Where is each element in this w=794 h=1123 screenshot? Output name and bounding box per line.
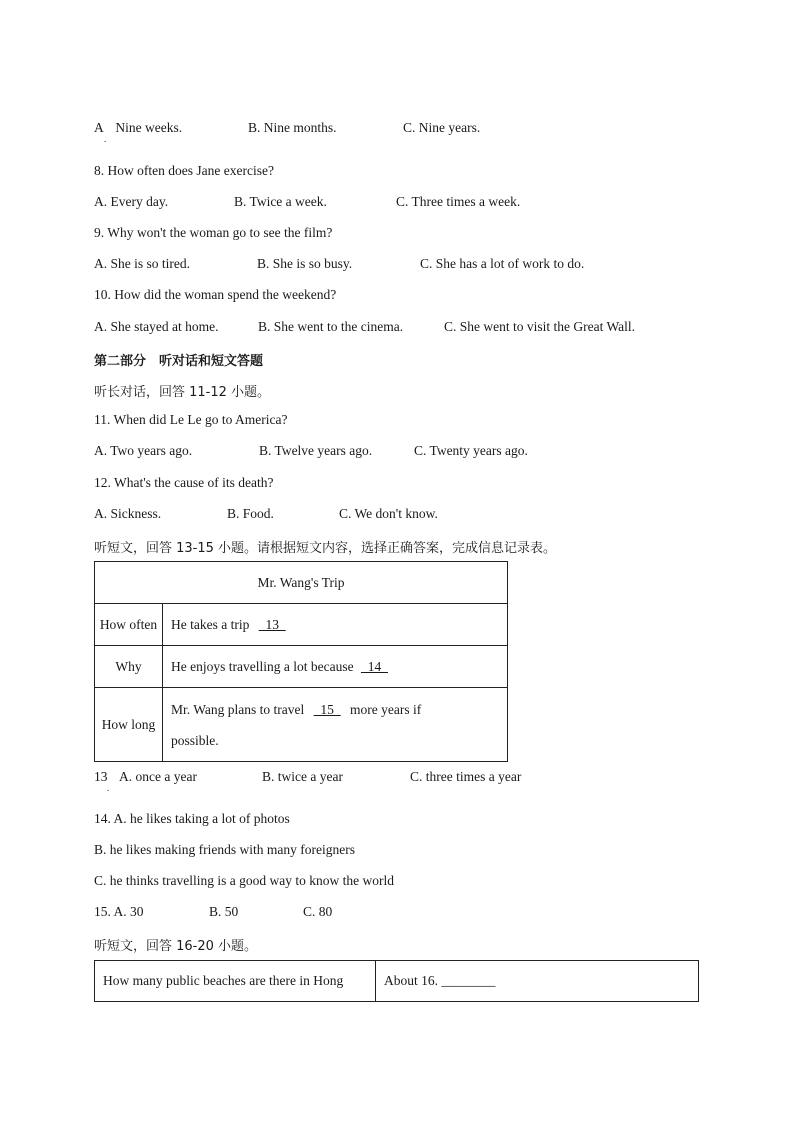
table-row (95, 688, 508, 762)
trip-record-table (94, 561, 508, 762)
beach-answer-cell[interactable]: About 16. ________ (376, 961, 699, 1002)
q11-option-b: B. Twelve years ago. (259, 443, 373, 458)
q12-option-c: C. We don't know. (339, 506, 438, 521)
row-label-how-often: How often (95, 604, 163, 646)
q15-option-b: B. 50 (209, 904, 239, 919)
blank-13[interactable]: 13 (258, 616, 286, 632)
trip-table-title: Mr. Wang's Trip (95, 562, 508, 604)
q8-option-a: A. Every day. (94, 194, 169, 209)
q7-option-a-label: A (94, 120, 104, 135)
q13-option-c: C. three times a year (410, 769, 522, 784)
instruction-16-20: 听短文，回答 16-20 小题。 (94, 939, 258, 954)
q8-option-b: B. Twice a week. (234, 194, 327, 209)
q8-text: 8. How often does Jane exercise? (94, 163, 274, 178)
q7-option-c: C. Nine years. (403, 120, 481, 135)
q9-option-a: A. She is so tired. (94, 256, 190, 271)
q10-option-c: C. She went to visit the Great Wall. (444, 319, 636, 334)
row-content-why (163, 646, 508, 688)
beach-question-cell: How many public beaches are there in Hong (95, 961, 376, 1002)
q7-option-a (94, 120, 182, 136)
q8-option-c: C. Three times a week. (396, 194, 521, 209)
q14-option-a: 14. A. he likes taking a lot of photos (94, 811, 290, 826)
dot-mark: . (104, 134, 107, 144)
q12-option-b: B. Food. (227, 506, 274, 521)
q11-option-c: C. Twenty years ago. (414, 443, 528, 458)
blank-15[interactable]: 15 (313, 701, 341, 717)
q14-option-b: B. he likes making friends with many foreigners (94, 842, 355, 857)
q10-option-b: B. She went to the cinema. (258, 319, 404, 334)
row-content-how-often (163, 604, 508, 646)
row-text: He enjoys travelling a lot because (171, 658, 354, 674)
q9-option-b: B. She is so busy. (257, 256, 353, 271)
table-row (95, 646, 508, 688)
row-text-after: more years if (350, 701, 422, 717)
q15-option-c: C. 80 (303, 904, 333, 919)
q14-option-c: C. he thinks travelling is a good way to know the world (94, 873, 394, 888)
section-2-title: 第二部分 听对话和短文答题 (94, 354, 264, 369)
q11-option-a: A. Two years ago. (94, 443, 193, 458)
table-row (95, 604, 508, 646)
q10-text: 10. How did the woman spend the weekend? (94, 287, 337, 302)
blank-14[interactable]: 14 (360, 658, 388, 674)
q11-text: 11. When did Le Le go to America? (94, 412, 288, 427)
trip-table-title-row (95, 562, 508, 604)
q13-option-b: B. twice a year (262, 769, 343, 784)
q7-option-b: B. Nine months. (248, 120, 337, 135)
instruction-13-15: 听短文，回答 13-15 小题。请根据短文内容，选择正确答案，完成信息记录表。 (94, 541, 557, 556)
q12-option-a: A. Sickness. (94, 506, 162, 521)
section-2-instruction: 听长对话，回答 11-12 小题。 (94, 385, 271, 400)
q10-option-a: A. She stayed at home. (94, 319, 219, 334)
row-label-how-long: How long (95, 688, 163, 762)
q13-label: 13 (94, 769, 108, 784)
row-text: He takes a trip (171, 616, 250, 632)
q15-option-a: 15. A. 30 (94, 904, 144, 919)
q7-option-a-text: Nine weeks. (115, 120, 183, 135)
row-content-how-long (163, 688, 508, 762)
q12-text: 12. What's the cause of its death? (94, 475, 274, 490)
row-text-continued: possible. (171, 732, 219, 748)
q9-text: 9. Why won't the woman go to see the film? (94, 225, 333, 240)
dot-mark: . (107, 783, 110, 793)
row-label-why: Why (95, 646, 163, 688)
beach-table (94, 960, 699, 1002)
row-text: Mr. Wang plans to travel (171, 701, 305, 717)
q9-option-c: C. She has a lot of work to do. (420, 256, 585, 271)
table-row (95, 961, 699, 1002)
q13-option-a: A. once a year (119, 769, 197, 784)
